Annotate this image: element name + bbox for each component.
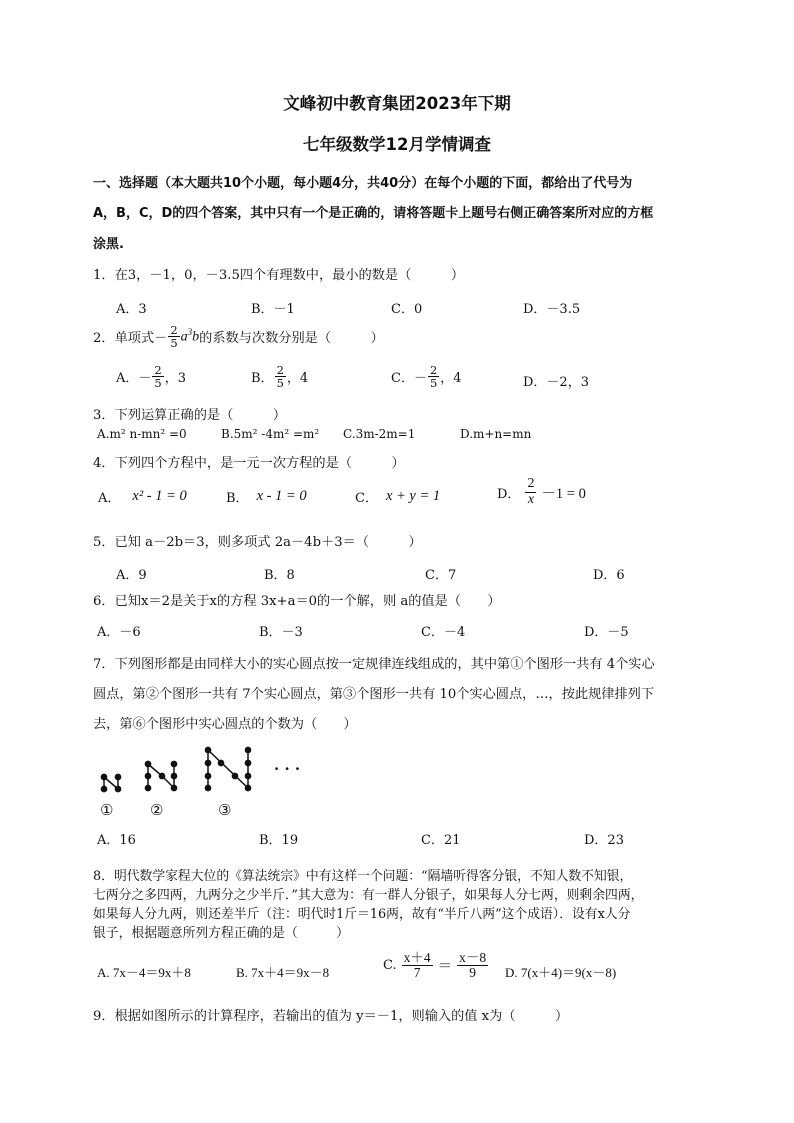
figure-2-dots <box>145 761 176 790</box>
question-3-option-c: C.3m-2m=1 <box>343 427 416 441</box>
question-5-option-b: B．8 <box>264 568 295 583</box>
section-instructions-line1: 一、选择题（本大题共10个小题，每小题4分，共40分）在每个小题的下面，都给出了代号为 <box>93 176 633 191</box>
question-2-option-b: B． $\frac{2}{5}$ ，4 <box>251 363 309 391</box>
question-4-option-d: D． $\frac{2}{x}$ －1 = 0 <box>497 476 586 507</box>
question-7-line3: 去，第⑥个图形中实心圆点的个数为（ ） <box>93 717 357 732</box>
figure-1-label: ① <box>100 801 114 819</box>
question-5-option-c: C．7 <box>425 568 457 583</box>
question-7-line2: 圆点，第②个图形一共有 7个实心圆点，第③个图形一共有 10个实心圆点，…，按此规律排列下 <box>93 687 655 702</box>
question-5-stem: 5．已知 a－2b＝3，则多项式 2a－4b＋3＝（ ） <box>93 535 422 550</box>
question-1-stem: 1．在3，－1，0，－3.5四个有理数中，最小的数是（ ） <box>93 268 465 283</box>
question-4-option-b: B． x - 1 = 0 <box>226 488 307 506</box>
question-2-stem: 2．单项式－ $\frac{2}{5}$ $a^3b$ 的系数与次数分别是（ ） <box>93 323 384 351</box>
question-3-option-a: A.m² n-mn² =0 <box>97 427 187 441</box>
figure-3-dots <box>205 747 250 790</box>
question-4-option-c: C． x + y = 1 <box>355 488 441 506</box>
question-7-option-b: B．19 <box>259 833 299 848</box>
question-8-option-d: D. 7(x＋4)＝9(x－8) <box>505 965 617 980</box>
question-1-option-b: B．－1 <box>251 302 295 317</box>
figure-1-dots <box>101 774 120 791</box>
question-6-stem: 6．已知x＝2是关于x的方程 3x+a＝0的一个解，则 a的值是（ ） <box>93 594 501 609</box>
question-8-option-c: C. $\frac{x+4}{7}$ ＝ $\frac{x-8}{9}$ <box>383 950 487 981</box>
section-instructions-line2: A，B，C，D的四个答案，其中只有一个是正确的，请将答题卡上题号右侧正确答案所对应的方框 <box>93 206 654 221</box>
question-8-option-a: A. 7x－4＝9x＋8 <box>97 965 191 980</box>
figure-3-label: ③ <box>218 801 232 819</box>
question-3-stem: 3．下列运算正确的是（ ） <box>93 408 287 423</box>
question-6-option-a: A．－6 <box>97 625 141 640</box>
question-1-option-c: C．0 <box>391 302 423 317</box>
question-7-ellipsis: · · · <box>274 760 301 778</box>
question-3-option-b: B.5m² -4m² =m² <box>221 427 320 441</box>
question-3-option-d: D.m+n=mn <box>460 427 532 441</box>
figure-2-label: ② <box>150 801 164 819</box>
question-8-line2: 七两分之多四两，九两分之少半斤．”其大意为：有一群人分银子，如果每人分七两，则剩余四两， <box>93 888 644 903</box>
question-6-option-b: B．－3 <box>259 625 303 640</box>
question-6-option-c: C．－4 <box>421 625 466 640</box>
question-9-stem: 9．根据如图所示的计算程序，若输出的值为 y＝－1，则输入的值 x为（ ） <box>93 1009 569 1024</box>
question-5-option-d: D．6 <box>593 568 625 583</box>
question-7-line1: 7．下列图形都是由同样大小的实心圆点按一定规律连线组成的，其中第①个图形一共有 4个实心 <box>93 657 655 672</box>
section-instructions-line3: 涂黑. <box>93 237 124 252</box>
question-2-option-a: A．－ $\frac{2}{5}$ ，3 <box>116 363 186 391</box>
question-8-line1: 8．明代数学家程大位的《算法统宗》中有这样一个问题：“隔墙听得客分银，不知人数不知银， <box>93 869 633 884</box>
question-7-option-a: A．16 <box>97 833 136 848</box>
question-4-option-a: A． x² - 1 = 0 <box>98 488 187 506</box>
question-7-option-d: D．23 <box>584 833 624 848</box>
exam-title-line2: 七年级数学12月学情调查 <box>303 135 491 154</box>
question-1-option-d: D．－3.5 <box>523 302 581 317</box>
question-6-option-d: D．－5 <box>584 625 629 640</box>
question-8-line3: 如果每人分九两，则还差半斤（注：明代时1斤＝16两，故有“半斤八两”这个成语）．设有x人分 <box>93 907 631 922</box>
question-2-option-d: D．－2，3 <box>523 375 589 390</box>
question-1-option-a: A．3 <box>116 302 147 317</box>
question-4-stem: 4．下列四个方程中，是一元一次方程的是（ ） <box>93 456 405 471</box>
question-2-option-c: C．－ $\frac{2}{5}$ ，4 <box>391 363 462 391</box>
exam-title-line1: 文峰初中教育集团2023年下期 <box>283 94 511 113</box>
question-5-option-a: A．9 <box>116 568 147 583</box>
question-7-option-c: C．21 <box>421 833 461 848</box>
question-8-line4: 银子，根据题意所列方程正确的是（ ） <box>93 926 349 941</box>
question-8-option-b: B. 7x＋4＝9x－8 <box>236 965 330 980</box>
